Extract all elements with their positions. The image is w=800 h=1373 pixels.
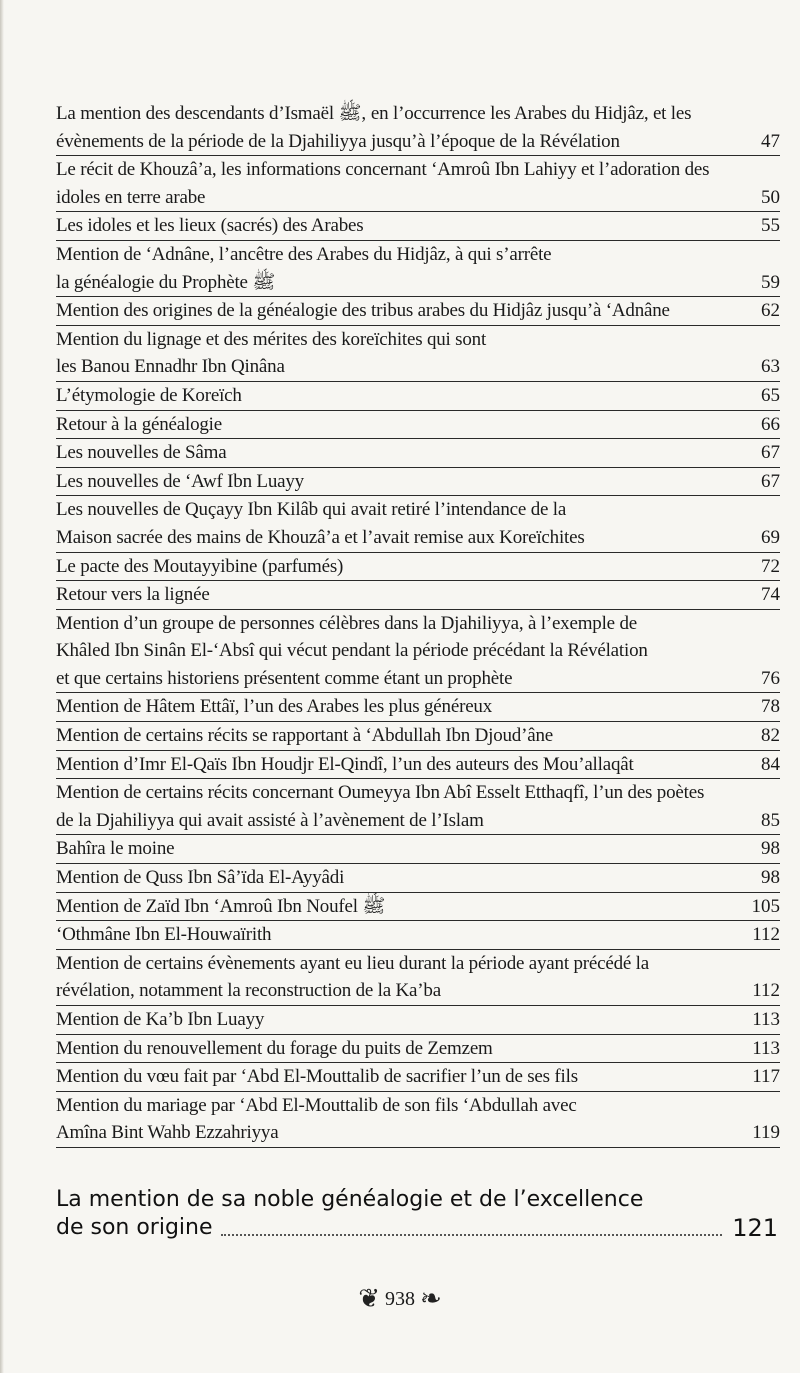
toc-entry-page-number: 85 [761,809,780,831]
toc-entry-page-number: 55 [761,215,780,237]
section-heading[interactable] [56,1186,778,1242]
toc-entry-title-line: Mention de certains récits concernant Oumeyya Ibn Abî Esselt Etthaqfî, l’un des poètes [56,782,705,804]
toc-entry-page-number: 84 [761,753,780,775]
toc-entry-page-number: 63 [761,356,780,378]
toc-entry-page-number: 47 [761,130,780,152]
toc-entry-page-number: 113 [752,1037,780,1059]
toc-entry-page-number: 59 [761,271,780,293]
toc-entry-title-line: Mention de Hâtem Ettâï, l’un des Arabes les plus généreux [56,696,493,718]
toc-entry-title-line: la généalogie du Prophète ﷺ [56,271,276,293]
toc-entry-title-line: Mention du renouvellement du forage du puits de Zemzem [56,1037,493,1059]
toc-entry-title-line: Les nouvelles de Quçayy Ibn Kilâb qui avait retiré l’intendance de la [56,499,567,521]
toc-entry-title-line: Mention du lignage et des mérites des koreïchites qui sont [56,328,487,350]
toc-entry-page-number: 76 [761,667,780,689]
toc-entry[interactable] [56,100,780,156]
toc-entry-page-number: 78 [761,696,780,718]
toc-entry[interactable] [56,693,780,722]
toc-entry-title-line: Maison sacrée des mains de Khouzâ’a et l’avait remise aux Koreïchites [56,526,585,548]
folio [0,1284,800,1314]
toc-entry-title-line: Retour vers la lignée [56,584,210,606]
toc-entry-title-line: Mention de ‘Adnâne, l’ancêtre des Arabes du Hidjâz, à qui s’arrête [56,243,552,265]
toc-entry[interactable] [56,779,780,835]
toc-entry-page-number: 62 [761,300,780,322]
toc-entry-title-line: et que certains historiens présentent comme étant un prophète [56,667,513,689]
toc-entry-title-line: Le récit de Khouzâ’a, les informations concernant ‘Amroû Ibn Lahiyy et l’adoration des [56,159,710,181]
toc-entry-page-number: 50 [761,186,780,208]
toc-entry-title-line: évènements de la période de la Djahiliyya jusqu’à l’époque de la Révélation [56,130,620,152]
toc-entry-page-number: 67 [761,442,780,464]
toc-entry[interactable] [56,835,780,864]
toc-entry-page-number: 105 [751,895,780,917]
toc-entry[interactable] [56,864,780,893]
toc-entry-page-number: 98 [761,838,780,860]
toc-entry-page-number: 119 [752,1122,780,1144]
toc-entry-page-number: 65 [761,384,780,406]
toc-entry-title-line: Mention de Ka’b Ibn Luayy [56,1009,265,1030]
section-title-line1: La mention de sa noble généalogie et de l’excellence [56,1187,644,1212]
toc-entry-title-line: Mention du mariage par ‘Abd El-Mouttalib de son fils ‘Abdullah avec [56,1094,577,1116]
toc-entry-title-line: Mention de certains récits se rapportant à ‘Abdullah Ibn Djoud’âne [56,725,553,747]
toc-entry[interactable] [56,1092,780,1148]
toc-entry-page-number: 117 [752,1066,780,1088]
toc-entry-title-line: L’étymologie de Koreïch [56,384,242,406]
toc-entry[interactable] [56,156,780,212]
toc-entry[interactable] [56,212,780,241]
toc-entry[interactable] [56,921,780,950]
toc-entry-page-number: 113 [752,1009,780,1030]
toc-entry[interactable] [56,751,780,780]
toc-entry[interactable] [56,496,780,552]
toc-entry-page-number: 66 [761,413,780,435]
toc-entry-title-line: idoles en terre arabe [56,186,206,208]
toc-entry-title-line: Bahîra le moine [56,838,175,860]
toc-entry[interactable] [56,382,780,411]
toc-entry-page-number: 112 [752,980,780,1002]
toc-entry-page-number: 98 [761,867,780,889]
toc-entry[interactable] [56,297,780,326]
toc-entry-page-number: 69 [761,526,780,548]
toc-entry-title-line: de la Djahiliyya qui avait assisté à l’avènement de l’Islam [56,809,484,831]
toc-entry-title-line: ‘Othmâne Ibn El-Houwaïrith [56,924,272,946]
ornament-left-icon: ❦ [358,1284,380,1313]
toc-entry-title-line: Mention de Zaïd Ibn ‘Amroû Ibn Noufel ﷺ [56,895,386,917]
toc-entry-title-line: les Banou Ennadhr Ibn Qinâna [56,356,285,378]
toc-entry-page-number: 67 [761,470,780,492]
toc-entry[interactable] [56,411,780,440]
toc-entry[interactable] [56,1006,780,1035]
toc-entry[interactable] [56,468,780,497]
toc-entry[interactable] [56,1035,780,1064]
toc-entry-title-line: Les nouvelles de Sâma [56,442,227,464]
toc-entry[interactable] [56,439,780,468]
toc-entry-page-number: 82 [761,725,780,747]
toc-entry[interactable] [56,893,780,922]
toc-entry[interactable] [56,722,780,751]
table-of-contents [56,100,780,1148]
toc-entry-title-line: révélation, notamment la reconstruction de la Ka’ba [56,980,441,1002]
ornament-right-icon: ❧ [420,1284,442,1313]
toc-entry-title-line: Mention d’un groupe de personnes célèbres dans la Djahiliyya, à l’exemple de [56,612,637,634]
toc-entry-page-number: 112 [752,924,780,946]
section-page-number: 121 [732,1214,778,1242]
toc-entry-title-line: Mention du vœu fait par ‘Abd El-Mouttalib de sacrifier l’un de ses fils [56,1066,578,1088]
toc-entry-title-line: Le pacte des Moutayyibine (parfumés) [56,555,344,577]
toc-entry[interactable] [56,553,780,582]
toc-entry[interactable] [56,326,780,382]
toc-entry[interactable] [56,1063,780,1092]
toc-entry-title-line: Retour à la généalogie [56,413,222,435]
toc-entry-title-line: La mention des descendants d’Ismaël ﷺ, en l’occurrence les Arabes du Hidjâz, et les [56,103,692,124]
toc-entry-title-line: Mention de Quss Ibn Sâ’ïda El-Ayyâdi [56,867,345,889]
toc-entry-title-line: Amîna Bint Wahb Ezzahriyya [56,1122,279,1144]
toc-entry-title-line: Mention des origines de la généalogie des tribus arabes du Hidjâz jusqu’à ‘Adnâne [56,300,670,322]
toc-entry-page-number: 72 [761,555,780,577]
toc-entry-page-number: 74 [761,584,780,606]
toc-entry-title-line: Les idoles et les lieux (sacrés) des Arabes [56,215,364,237]
toc-entry[interactable] [56,241,780,297]
toc-entry-title-line: Mention de certains évènements ayant eu lieu durant la période ayant précédé la [56,952,649,974]
toc-entry-title-line: Mention d’Imr El-Qaïs Ibn Houdjr El-Qindî, l’un des auteurs des Mou’allaqât [56,753,634,775]
folio-page-number: 938 [385,1288,415,1310]
dot-leader [221,1234,723,1236]
toc-entry-title-line: Les nouvelles de ‘Awf Ibn Luayy [56,470,304,492]
toc-entry[interactable] [56,950,780,1006]
toc-entry[interactable] [56,610,780,694]
page-edge [0,0,4,1373]
toc-entry-title-line: Khâled Ibn Sinân El-‘Absî qui vécut pendant la période précédant la Révélation [56,640,648,662]
toc-entry[interactable] [56,581,780,610]
section-title-line2: de son origine [56,1215,213,1240]
